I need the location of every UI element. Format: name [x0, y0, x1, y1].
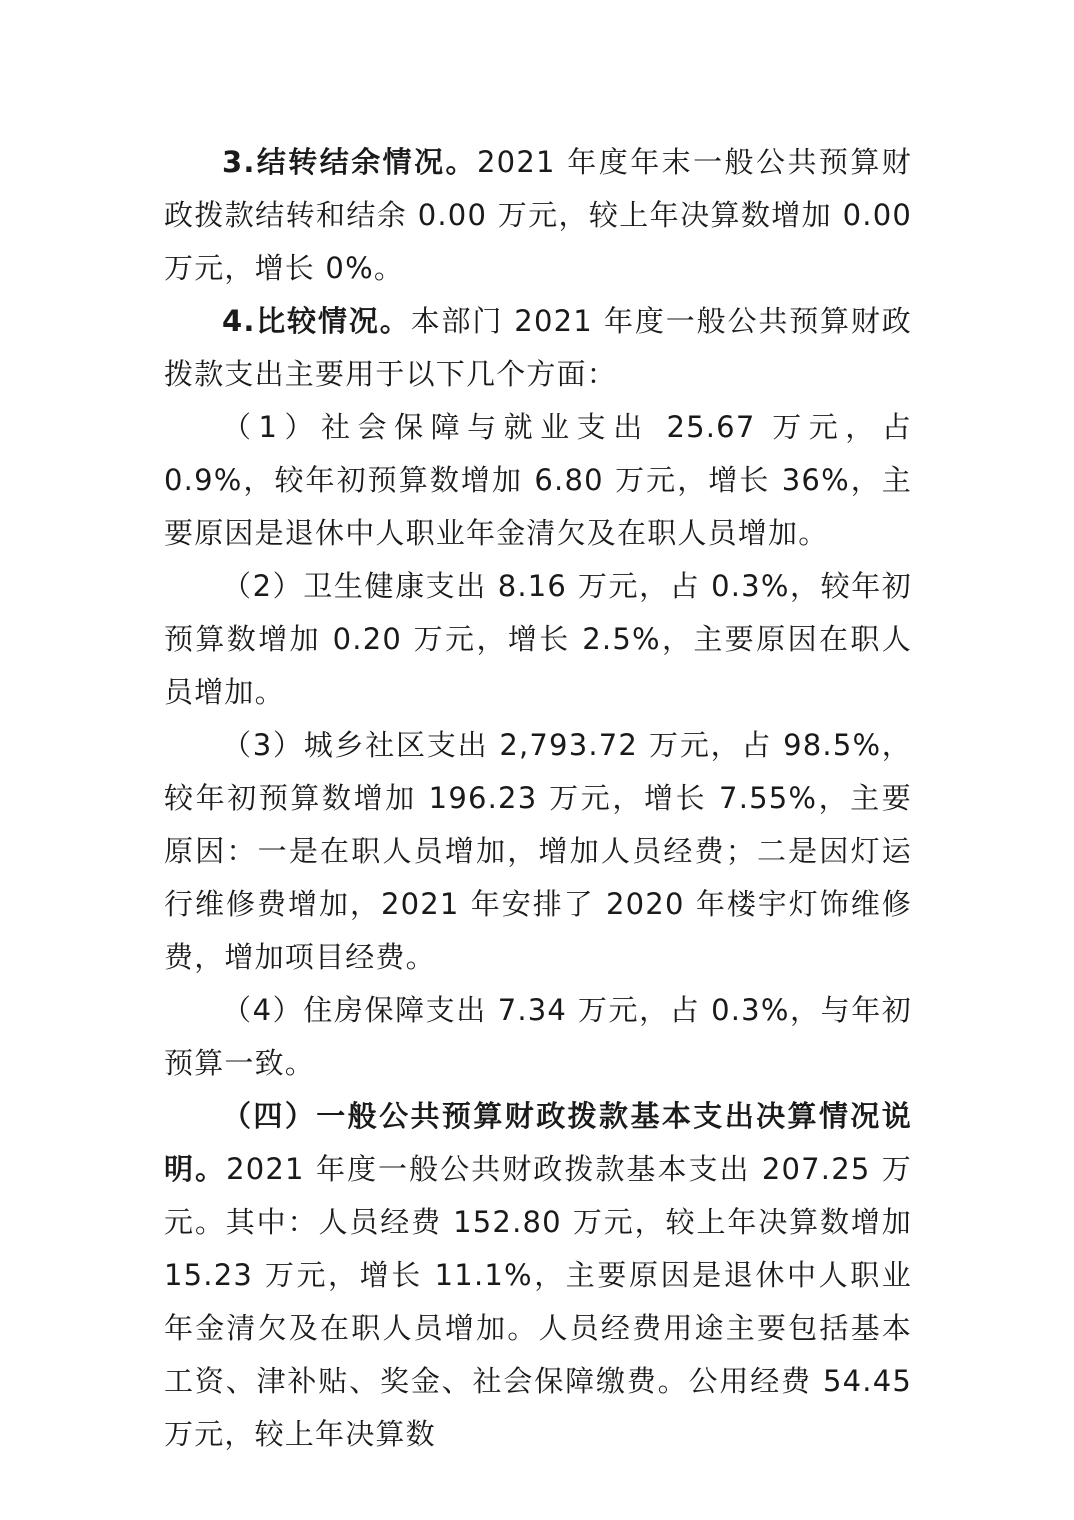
paragraph-social-security — [164, 401, 912, 560]
text-comparison: 本部门 2021 年度一般公共预算财政拨款支出主要用于以下几个方面： — [164, 304, 912, 391]
text-urban-rural: （3）城乡社区支出 2,793.72 万元，占 98.5%，较年初预算数增加 196.23 万元，增长 7.55%，主要原因：一是在职人员增加，增加人员经费；二是因灯运行维修费增加，2021 年安排了 2020 年楼宇灯饰维修费，增加项目经费。 — [164, 728, 912, 974]
text-carryover-balance: 2021 年度年末一般公共预算财政拨款结转和结余 0.00 万元，较上年决算数增加 0.00 万元，增长 0%。 — [164, 145, 912, 285]
paragraph-urban-rural — [164, 719, 912, 984]
text-basic-expenditure: 2021 年度一般公共财政拨款基本支出 207.25 万元。其中：人员经费 152.80 万元，较上年决算数增加 15.23 万元，增长 11.1%，主要原因是退休中人职业年金清欠及在职人员增加。人员经费用途主要包括基本工资、津补贴、奖金、社会保障缴费。公用经费 54.45 万元，较上年决算数 — [164, 1152, 912, 1451]
heading-carryover-balance: 3.结转结余情况。 — [222, 145, 478, 179]
paragraph-carryover-balance — [164, 136, 912, 295]
paragraph-basic-expenditure — [164, 1090, 912, 1461]
paragraph-health — [164, 560, 912, 719]
paragraph-comparison — [164, 295, 912, 401]
text-housing: （4）住房保障支出 7.34 万元，占 0.3%，与年初预算一致。 — [164, 993, 912, 1080]
text-social-security: （1）社会保障与就业支出 25.67 万元，占 0.9%，较年初预算数增加 6.80 万元，增长 36%，主要原因是退休中人职业年金清欠及在职人员增加。 — [164, 410, 912, 550]
paragraph-housing — [164, 984, 912, 1090]
heading-comparison: 4.比较情况。 — [222, 304, 411, 338]
heading-basic-expenditure: （四）一般公共预算财政拨款基本支出决算情况说明。 — [164, 1099, 912, 1186]
text-health: （2）卫生健康支出 8.16 万元，占 0.3%，较年初预算数增加 0.20 万元，增长 2.5%，主要原因在职人员增加。 — [164, 569, 912, 709]
document-body — [164, 136, 912, 1461]
